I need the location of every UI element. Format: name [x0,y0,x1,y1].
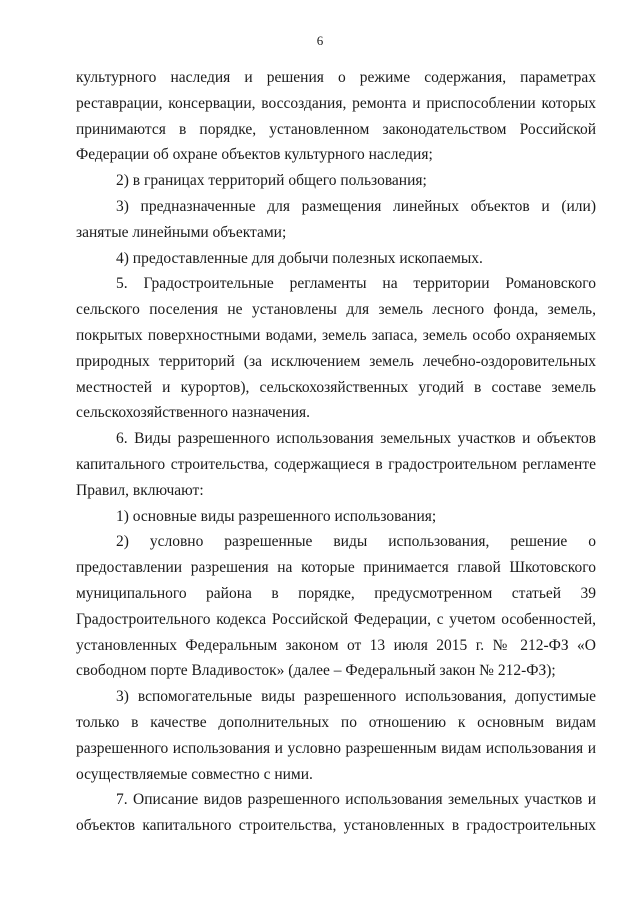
paragraph-item-1-main-use-types: 1) основные виды разрешенного использования; [116,507,437,525]
paragraph-section-5-regulations-not-established: 5. Градостроительные регламенты на территории Романовского сельского поселения не установлены для земель лесного фонда, земель, покрытых поверхностными водами, земель запаса, земель особо охраняемых природных территорий (за исключением земель лечебно-оздоровительных местностей и курортов), сельскохозяйственных угодий в составе земель сельскохозяйственного назначения. [76,275,596,422]
paragraph-item-4-mineral-extraction: 4) предоставленные для добычи полезных ископаемых. [116,249,483,267]
page-number: 6 [316,33,324,48]
paragraph-section-7-description: 7. Описание видов разрешенного использования земельных участков и объектов капитального строительства, установленных в градостроительных [76,791,596,835]
paragraph-item-2-conditional-use-types: 2) условно разрешенные виды использования, решение о предоставлении разрешения на которые принимается главой Шкотовского муниципального района в порядке, предусмотренном статьей 39 Градостроительного кодекса Российской Федерации, с учетом особенностей, установленных Федеральным законом от 13 июля 2015 г. № 212-ФЗ «О свободном порте Владивосток» (далее – Федеральный закон № 212-ФЗ); [76,533,596,680]
paragraph-cultural-heritage-continuation: культурного наследия и решения о режиме содержания, параметрах реставрации, консервации, воссоздания, ремонта и приспособлении которых принимаются в порядке, установленном законодательством Российской Федерации об охране объектов культурного наследия; [76,69,596,164]
paragraph-item-3-linear-objects: 3) предназначенные для размещения линейных объектов и (или) занятые линейными объектами; [76,197,596,241]
document-body [76,65,596,839]
paragraph-section-6-permitted-use-types: 6. Виды разрешенного использования земельных участков и объектов капитального строительства, содержащиеся в градостроительном регламенте Правил, включают: [76,430,596,499]
paragraph-item-3-auxiliary-use-types: 3) вспомогательные виды разрешенного использования, допустимые только в качестве дополнительных по отношению к основным видам разрешенного использования и условно разрешенным видам использования и осуществляемые совместно с ними. [76,688,596,783]
paragraph-item-2-public-territories: 2) в границах территорий общего пользования; [116,172,427,190]
